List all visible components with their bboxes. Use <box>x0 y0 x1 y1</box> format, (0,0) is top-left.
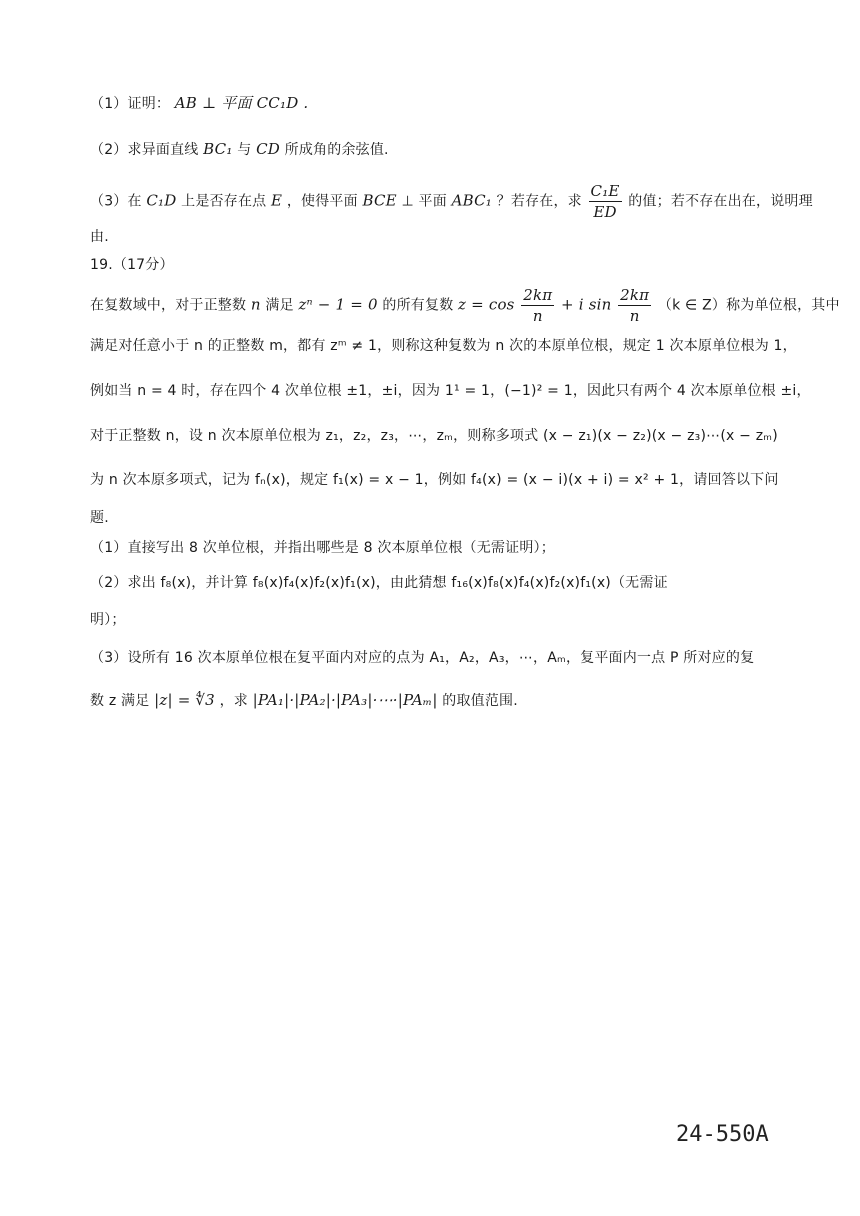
q19-sub1 <box>90 538 800 558</box>
q19-sub3-c: 的取值范围. <box>442 693 518 709</box>
fraction-denominator: n <box>532 307 543 325</box>
q19-l1-c: 的所有复数 <box>382 297 454 314</box>
q18-part3-fraction <box>589 181 622 222</box>
q18-part1 <box>90 93 800 114</box>
q19-line2 <box>90 336 800 356</box>
q19-header-text: 19.（17分） <box>90 257 174 273</box>
q19-line6 <box>90 508 800 528</box>
q19-sub3-b: ，求 <box>219 693 248 709</box>
q18-part2-label: （2）求异面直线 <box>90 142 199 158</box>
q19-l1-z-cos: z = cos <box>458 295 515 314</box>
q18-part3-b: 上是否存在点 <box>181 193 267 210</box>
q19-sub3-cont <box>90 690 800 711</box>
q18-part1-label: （1）证明： <box>90 96 171 112</box>
q18-part2-math-bc1: BC₁ <box>203 140 233 158</box>
q18-part3 <box>90 181 813 222</box>
q19-l1-b: 满足 <box>265 297 294 314</box>
q19-sub1-text: （1）直接写出 8 次单位根，并指出哪些是 8 次本原单位根（无需证明）； <box>90 540 555 556</box>
q19-l4-text: 对于正整数 n，设 n 次本原单位根为 z₁，z₂，z₃，⋯，zₘ，则称多项式 (x − z₁)(x − z₂)(x − z₃)⋯(x − zₘ) <box>90 428 778 444</box>
q19-l3-text: 例如当 n = 4 时，存在四个 4 次单位根 ±1，±i，因为 1¹ = 1，(−1)² = 1，因此只有两个 4 次本原单位根 ±i， <box>90 383 811 399</box>
q18-part2-text-with: 与 <box>237 142 252 158</box>
q19-l6-text: 题. <box>90 510 109 526</box>
fraction-numerator: 2kπ <box>523 286 553 304</box>
q18-part3-math-bce: BCE <box>362 191 397 210</box>
q19-sub3-text: （3）设所有 16 次本原单位根在复平面内对应的点为 A₁，A₂，A₃，⋯，Aₘ，复平面内一点 P 所对应的复 <box>90 650 755 666</box>
q19-l1-plus-isin: + i sin <box>561 295 612 314</box>
q18-part3-cont <box>90 227 800 247</box>
q19-l1-fraction-2 <box>618 285 651 326</box>
q19-l1-a: 在复数域中，对于正整数 <box>90 297 247 314</box>
q19-sub3-modulus: |z| = ∜3 <box>154 691 215 709</box>
q19-l1-d: （k ∈ Z）称为单位根，其中 <box>657 297 840 314</box>
q19-sub2-cont <box>90 610 800 630</box>
q18-part3-g: 由. <box>90 229 109 245</box>
q19-header <box>90 255 800 275</box>
q18-part3-c: ，使得平面 <box>286 193 358 210</box>
q18-part3-math-e: E <box>271 191 283 210</box>
q19-l5-text: 为 n 次本原多项式，记为 fₙ(x)，规定 f₁(x) = x − 1，例如 f₄(x) = (x − i)(x + i) = x² + 1，请回答以下问 <box>90 472 779 488</box>
q19-line4 <box>90 426 800 446</box>
fraction-denominator: ED <box>593 203 617 221</box>
q19-sub2-cont-text: 明）； <box>90 612 126 628</box>
q18-part3-math-abc1: ABC₁ <box>451 191 493 210</box>
q18-part3-a: （3）在 <box>90 193 142 210</box>
q19-line1 <box>90 285 840 326</box>
q18-part3-f: 的值；若不存在出在，说明理 <box>628 193 813 210</box>
footer-code: 24-550A <box>676 1122 769 1147</box>
q19-sub3-product: |PA₁|·|PA₂|·|PA₃|·⋯·|PAₘ| <box>252 691 438 709</box>
q18-part3-math-c1d: C₁D <box>146 191 177 210</box>
q19-l1-n: n <box>250 295 261 314</box>
q19-sub3 <box>90 648 800 668</box>
q19-line3 <box>90 381 811 401</box>
q19-l1-equation: zⁿ − 1 = 0 <box>298 295 378 314</box>
q18-part1-math: AB ⊥ 平面 CC₁D . <box>174 94 309 112</box>
q18-part2 <box>90 139 800 160</box>
q19-line5 <box>90 470 800 490</box>
fraction-numerator: 2kπ <box>620 286 650 304</box>
q18-part3-d: ⊥ 平面 <box>401 193 447 210</box>
q19-sub2-text: （2）求出 f₈(x)，并计算 f₈(x)f₄(x)f₂(x)f₁(x)，由此猜想 f₁₆(x)f₈(x)f₄(x)f₂(x)f₁(x)（无需证 <box>90 575 668 591</box>
q19-l2-text: 满足对任意小于 n 的正整数 m，都有 zᵐ ≠ 1，则称这种复数为 n 次的本原单位根，规定 1 次本原单位根为 1， <box>90 338 797 354</box>
q19-sub2 <box>90 573 800 593</box>
fraction-denominator: n <box>629 307 640 325</box>
q18-part3-e: ？若存在，求 <box>496 193 582 210</box>
fraction-numerator: C₁E <box>590 182 620 200</box>
q18-part2-text-rest: 所成角的余弦值. <box>284 142 389 158</box>
q18-part2-math-cd: CD <box>256 140 280 158</box>
q19-sub3-a: 数 z 满足 <box>90 693 150 709</box>
q19-l1-fraction-1 <box>521 285 554 326</box>
